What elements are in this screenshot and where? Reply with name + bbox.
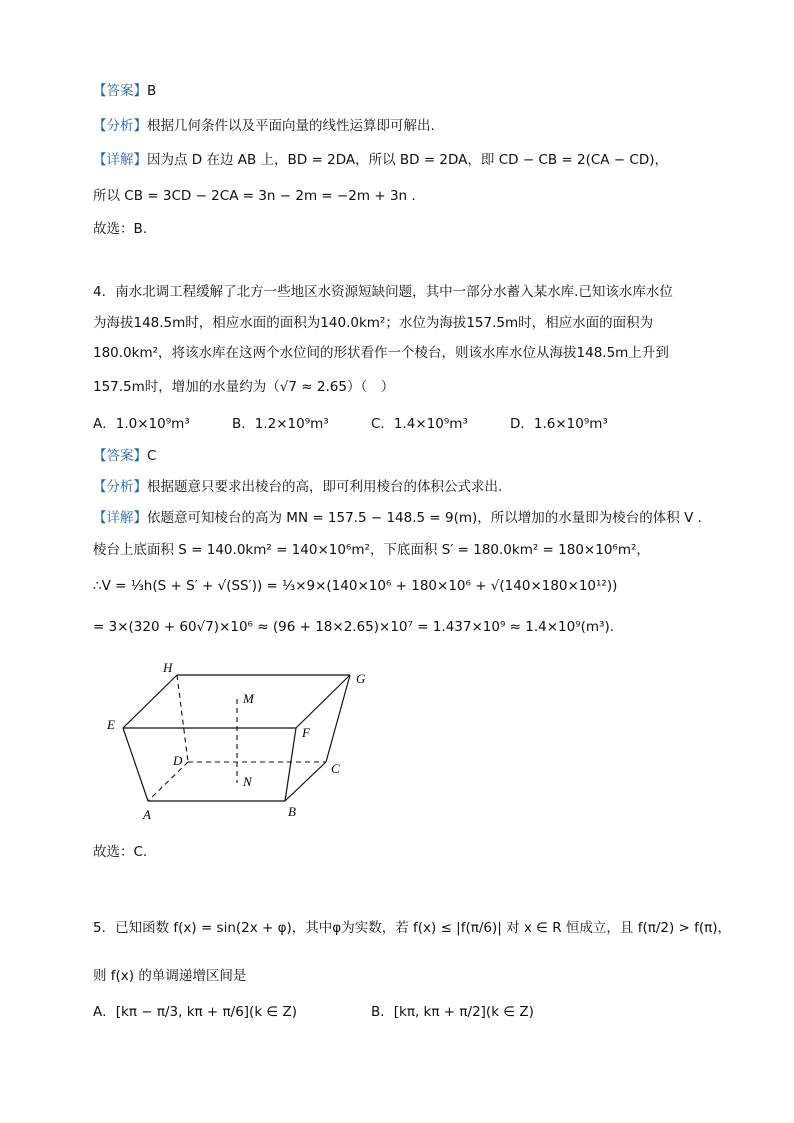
edge-GC	[326, 675, 350, 762]
label-E: E	[107, 717, 115, 732]
label-C: C	[331, 761, 340, 776]
edge-FG	[296, 675, 350, 728]
label-M: M	[243, 691, 254, 706]
answer-tag: 【答案】	[93, 448, 147, 464]
q4-detail-line4: = 3×(320 + 60√7)×10⁶ ≈ (96 + 18×2.65)×10⁷ = 1.437×10⁹ ≈ 1.4×10⁹(m³).	[93, 619, 615, 635]
q4-option-b: B．1.2×10⁹m³	[232, 416, 329, 432]
q4-option-a: A．1.0×10⁹m³	[93, 416, 190, 432]
detail-tag: 【详解】	[93, 152, 147, 168]
edge-BC	[285, 762, 326, 801]
q4-detail-line2: 棱台上底面积 S = 140.0km² = 140×10⁶m²，下底面积 S′ = 180.0km² = 180×10⁶m²，	[93, 542, 650, 558]
label-H: H	[163, 660, 173, 675]
q5-stem-line2: 则 f(x) 的单调递增区间是	[93, 968, 247, 984]
edge-FB	[285, 728, 296, 801]
q3-analysis	[93, 116, 435, 136]
detail-text: 依题意可知棱台的高为 MN = 157.5 − 148.5 = 9(m)，所以增加的水量即为棱台的体积 V .	[147, 510, 702, 526]
label-N: N	[243, 774, 252, 789]
analysis-tag: 【分析】	[93, 118, 147, 134]
analysis-text: 根据几何条件以及平面向量的线性运算即可解出.	[147, 118, 435, 134]
q4-option-c: C．1.4×10⁹m³	[371, 416, 468, 432]
q5-option-b: B．[kπ, kπ + π/2](k ∈ Z)	[371, 1004, 534, 1020]
q3-detail-line1	[93, 150, 668, 170]
edge-HE	[123, 675, 177, 728]
answer-value: B	[147, 83, 157, 99]
q3-answer	[93, 81, 156, 101]
q4-stem-line2: 为海拔148.5m时，相应水面的面积为140.0km²；水位为海拔157.5m时，相应水面的面积为	[93, 315, 654, 331]
detail-text: 因为点 D 在边 AB 上，BD = 2DA，所以 BD = 2DA，即 CD − CB = 2(CA − CD)，	[147, 152, 669, 168]
label-D: D	[173, 753, 183, 768]
q4-detail-line1	[93, 508, 702, 528]
label-B: B	[288, 804, 296, 819]
analysis-tag: 【分析】	[93, 479, 147, 495]
q4-choose: 故选：C.	[93, 844, 148, 860]
q4-stem-line4: 157.5m时，增加的水量约为（√7 ≈ 2.65）（ ）	[93, 379, 395, 395]
label-A: A	[143, 807, 151, 822]
q4-detail-line3: ∴V = ⅓h(S + S′ + √(SS′)) = ⅓×9×(140×10⁶ + 180×10⁶ + √(140×180×10¹²))	[93, 578, 618, 594]
q3-choose: 故选：B.	[93, 221, 148, 237]
frustum-figure	[0, 655, 794, 825]
label-F: F	[302, 725, 310, 740]
q4-analysis	[93, 477, 502, 497]
q5-stem-line1: 5．已知函数 f(x) = sin(2x + φ)，其中φ为实数，若 f(x) ≤ |f(π/6)| 对 x ∈ R 恒成立，且 f(π/2) > f(π)，	[93, 920, 732, 936]
analysis-text: 根据题意只要求出棱台的高，即可利用棱台的体积公式求出.	[147, 479, 503, 495]
edge-HD	[177, 675, 188, 762]
answer-value: C	[147, 448, 157, 464]
q4-stem-line3: 180.0km²，将该水库在这两个水位间的形状看作一个棱台，则该水库水位从海拔148.5m上升到	[93, 345, 669, 361]
edge-EA	[123, 728, 148, 801]
detail-tag: 【详解】	[93, 510, 147, 526]
q4-option-d: D．1.6×10⁹m³	[510, 416, 608, 432]
answer-tag: 【答案】	[93, 83, 147, 99]
q5-option-a: A．[kπ − π/3, kπ + π/6](k ∈ Z)	[93, 1004, 298, 1020]
q3-detail-line2: 所以 CB = 3CD − 2CA = 3n − 2m = −2m + 3n .	[93, 188, 416, 204]
q4-stem-line1: 4．南水北调工程缓解了北方一些地区水资源短缺问题，其中一部分水蓄入某水库.已知该水库水位	[93, 284, 673, 300]
label-G: G	[356, 671, 366, 686]
q4-answer	[93, 446, 156, 466]
